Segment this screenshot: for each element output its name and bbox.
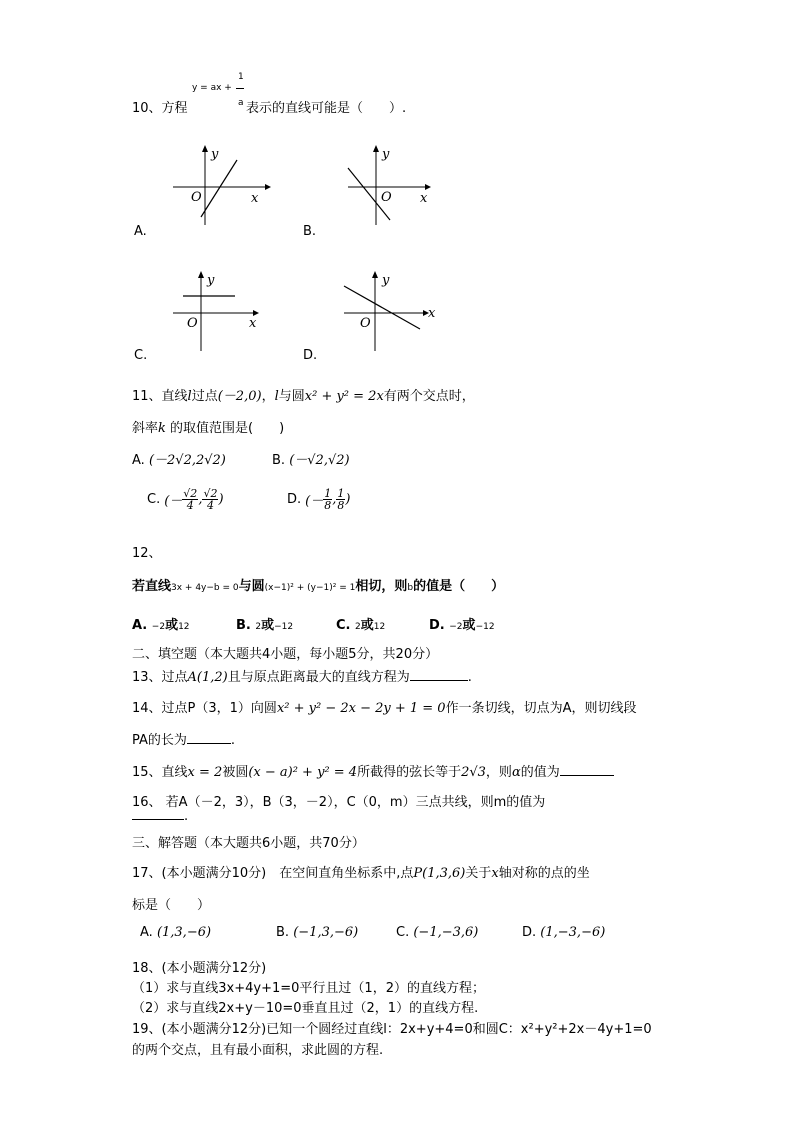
q11-option-b-value: (－√2,√2) — [289, 453, 350, 468]
q12-question: 若直线3x + 4y−b = 0与圆(x−1)² + (y−1)² = 1相切，则b的值是（ ） — [132, 579, 505, 594]
q11-option-d-post: ) — [345, 492, 351, 507]
q11-option-a-label: A. — [132, 453, 145, 468]
q15-value: 2√3 — [461, 765, 486, 780]
q11-option-b-label: B. — [272, 453, 286, 468]
q11-k: k — [158, 421, 166, 436]
q14-answer-blank[interactable] — [187, 743, 231, 744]
q10-option-a[interactable]: A. — [134, 224, 147, 239]
q11-option-c[interactable]: C. (－ $\frac{√2}{4}$ , $\frac{√2}{4}$ ) — [147, 487, 224, 512]
q11-option-a-value: (－2√2,2√2) — [148, 453, 226, 468]
graph-c — [165, 266, 275, 356]
q11-option-c-frac1: $\frac{√2}{4}$ — [183, 487, 198, 512]
q14-circle: x² + y² − 2x − 2y + 1 = 0 — [276, 701, 446, 716]
q18-part2: （2）求与直线2x+y－10=0垂直且过（2，1）的直线方程. — [132, 1001, 479, 1016]
q11-point: (－2,0) — [217, 389, 262, 404]
q11-text-d: 与圆 — [278, 389, 305, 404]
graph-b-y-label: y — [382, 147, 390, 162]
graph-a-x-label: x — [251, 191, 259, 206]
graph-b-origin: O — [381, 190, 392, 205]
q19-line2: 的两个交点，且有最小面积，求此圆的方程. — [132, 1043, 384, 1058]
q11-option-c-frac2: $\frac{√2}{4}$ — [203, 487, 218, 512]
q10-frac-num: 1 — [238, 72, 244, 82]
q17-option-a[interactable]: A. (1,3,−6) — [140, 925, 212, 940]
graph-b-x-label: x — [420, 191, 428, 206]
q17-option-b[interactable]: B. (−1,3,−6) — [276, 925, 359, 940]
q11-text-e: 有两个交点时， — [383, 389, 475, 404]
q11-option-d-frac2: $\frac{1}{8}$ — [337, 487, 345, 512]
q10-equation-small: y = ax + — [192, 83, 232, 93]
q10-option-b[interactable]: B. — [303, 224, 317, 239]
q12-b: b — [407, 583, 414, 593]
graph-c-y-label: y — [207, 273, 215, 288]
section-2-title: 二、填空题（本大题共4小题，每小题5分，共20分） — [132, 647, 439, 662]
graph-d-x-label: x — [428, 306, 436, 321]
q17-x: x — [491, 866, 499, 881]
q12-option-c[interactable]: C. 2或12 — [336, 618, 386, 633]
q16-line2: . — [132, 809, 188, 824]
q11-text-f: 斜率 — [132, 421, 159, 436]
graph-a-origin: O — [191, 190, 202, 205]
graph-d — [340, 266, 450, 356]
q12-eq1: 3x + 4y−b = 0 — [171, 583, 239, 593]
graph-a-y-label: y — [211, 147, 219, 162]
q10-prefix: 10、方程 — [132, 101, 188, 116]
q15: 15、直线x = 2被圆(x − a)² + y² = 4所截得的弦长等于2√3，则α的值为 — [132, 761, 614, 780]
q11-text-g: 的取值范围是( ) — [165, 421, 285, 436]
q13: 13、过点A(1,2)且与原点距离最大的直线方程为 . — [132, 670, 472, 685]
q11-option-d-label: D. — [287, 492, 302, 507]
section-3-title: 三、解答题（本大题共6小题，共70分） — [132, 836, 365, 851]
q13-answer-blank[interactable] — [410, 680, 468, 681]
q11-text-b: 过点 — [191, 389, 218, 404]
q11-option-c-label: C. — [147, 492, 161, 507]
q12-option-a[interactable]: A. −2或12 — [132, 618, 190, 633]
q10-question — [132, 97, 238, 116]
q15-circle: (x − a)² + y² = 4 — [248, 765, 358, 780]
graph-a — [165, 140, 275, 230]
q16: 16、 若A（－2，3），B（3，－2），C（0，m）三点共线，则m的值为 — [132, 795, 546, 810]
q11-option-d[interactable]: D. (－ $\frac{1}{8}$ , $\frac{1}{8}$ ) — [287, 487, 351, 512]
q11-text-a: 11、直线 — [132, 389, 188, 404]
q12-option-d[interactable]: D. −2或−12 — [429, 618, 495, 633]
q16-answer-blank[interactable] — [132, 819, 184, 820]
q10-option-c[interactable]: C. — [134, 348, 148, 363]
q11-option-b[interactable] — [272, 449, 350, 468]
q12-option-b[interactable]: B. 2或−12 — [236, 618, 294, 633]
q11-l2: l — [274, 389, 279, 404]
q11-text-c: ， — [261, 389, 275, 404]
q11-option-a[interactable] — [132, 449, 226, 468]
q10-suffix: 表示的直线可能是（ ）. — [246, 101, 407, 116]
q10-frac-den: a — [238, 98, 244, 108]
q11-option-d-frac1: $\frac{1}{8}$ — [324, 487, 332, 512]
q10-option-d[interactable]: D. — [303, 348, 318, 363]
q17-point: P(1,3,6) — [413, 866, 466, 881]
q18-title: 18、(本小题满分12分) — [132, 961, 267, 976]
q15-line: x = 2 — [187, 765, 223, 780]
q15-alpha: α — [511, 765, 521, 780]
q14-line2: PA的长为 . — [132, 733, 236, 748]
q11-option-c-post: ) — [218, 492, 224, 507]
q14-line1: 14、过点P（3，1）向圆x² + y² − 2x − 2y + 1 = 0作一条切线，切点为A，则切线段 — [132, 701, 637, 716]
q11-option-c-pre: (－ — [164, 494, 183, 509]
q15-answer-blank[interactable] — [560, 775, 614, 776]
graph-c-x-label: x — [249, 316, 257, 331]
q10-frac-bar — [236, 88, 244, 89]
q11-l: l — [187, 389, 192, 404]
q17-line2: 标是（ ） — [132, 898, 211, 913]
q11-line2 — [132, 417, 284, 436]
graph-d-origin: O — [360, 316, 371, 331]
q18-part1: （1）求与直线3x+4y+1=0平行且过（1，2）的直线方程； — [132, 981, 485, 996]
q13-point: A(1,2) — [187, 670, 228, 685]
q17-line1: 17、(本小题满分10分) 在空间直角坐标系中,点P(1,3,6)关于x轴对称的点的坐 — [132, 866, 590, 881]
q12-number: 12、 — [132, 546, 162, 561]
q17-option-c[interactable]: C. (−1,−3,6) — [396, 925, 479, 940]
q17-option-d[interactable]: D. (1,−3,−6) — [522, 925, 606, 940]
q12-eq2: (x−1)² + (y−1)² = 1 — [264, 583, 356, 593]
graph-d-y-label: y — [382, 273, 390, 288]
q11-line1 — [132, 385, 475, 404]
q19-line1: 19、(本小题满分12分)已知一个圆经过直线l：2x+y+4=0和圆C：x²+y²+2x－4y+1=0 — [132, 1022, 652, 1037]
graph-b — [340, 140, 450, 230]
graph-c-origin: O — [187, 316, 198, 331]
q11-option-d-pre: (－ — [305, 494, 324, 509]
q11-circle: x² + y² = 2x — [304, 389, 384, 404]
